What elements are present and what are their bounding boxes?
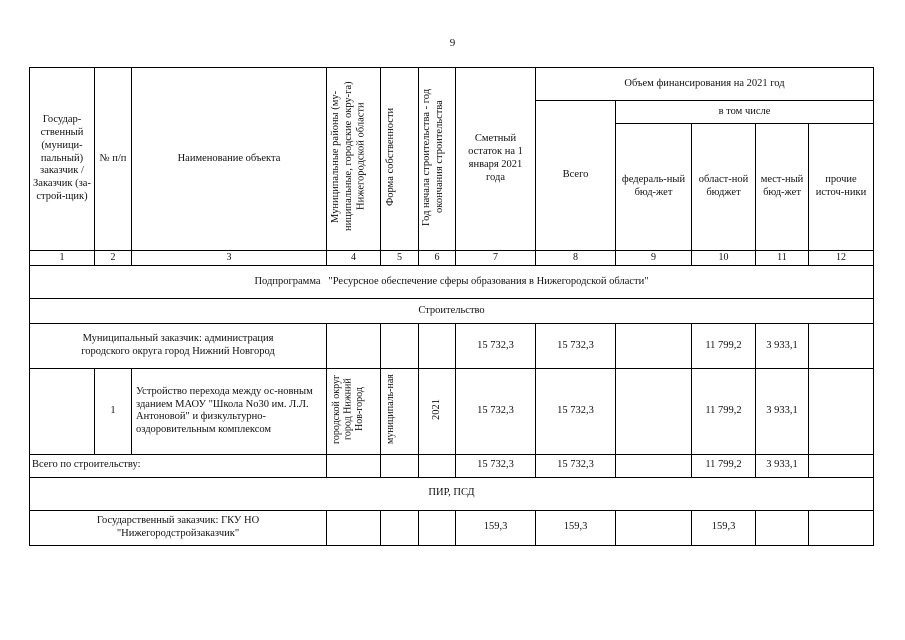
header-object-name: Наименование объекта bbox=[132, 68, 327, 251]
col-index: 5 bbox=[381, 251, 419, 266]
col-index: 10 bbox=[692, 251, 756, 266]
cell-regional: 159,3 bbox=[692, 510, 756, 545]
section-construction-row bbox=[30, 299, 874, 324]
header-row-1 bbox=[30, 68, 874, 101]
page-number: 9 bbox=[449, 37, 456, 49]
cell-empty bbox=[381, 510, 419, 545]
cell-total: 159,3 bbox=[536, 510, 616, 545]
col-index: 4 bbox=[327, 251, 381, 266]
subprogram-title: Подпрограмма "Ресурсное обеспечение сферы образования в Нижегородской области" bbox=[30, 266, 874, 299]
header-ownership bbox=[381, 68, 419, 251]
cell-empty bbox=[327, 324, 381, 369]
state-customer-row bbox=[30, 510, 874, 545]
cell-ownership bbox=[381, 369, 419, 455]
construction-total-row bbox=[30, 454, 874, 477]
cell-federal bbox=[616, 369, 692, 455]
col-index: 6 bbox=[419, 251, 456, 266]
header-estimate: Сметный остаток на 1 января 2021 года bbox=[456, 68, 536, 251]
municipal-customer-row bbox=[30, 324, 874, 369]
col-index: 9 bbox=[616, 251, 692, 266]
construction-total-label: Всего по строительству: bbox=[30, 454, 327, 477]
cell-empty bbox=[30, 369, 95, 455]
cell-num: 1 bbox=[95, 369, 132, 455]
cell-empty bbox=[419, 510, 456, 545]
subprogram-row bbox=[30, 266, 874, 299]
cell-local: 3 933,1 bbox=[756, 369, 809, 455]
cell-empty bbox=[327, 454, 381, 477]
cell-regional: 11 799,2 bbox=[692, 369, 756, 455]
cell-other bbox=[809, 369, 874, 455]
col-index: 12 bbox=[809, 251, 874, 266]
column-index-row bbox=[30, 251, 874, 266]
col-index: 11 bbox=[756, 251, 809, 266]
cell-other bbox=[809, 324, 874, 369]
cell-empty bbox=[419, 324, 456, 369]
header-customer: Государ-ственный (муници-пальный) заказчик / Заказчик (за-строй-щик) bbox=[30, 68, 95, 251]
header-years-text: Год начала строительства - год окончания строительства bbox=[421, 88, 445, 226]
header-local: мест-ный бюд-жет bbox=[756, 124, 809, 251]
cell-other bbox=[809, 454, 874, 477]
cell-estimate: 15 732,3 bbox=[456, 369, 536, 455]
header-years bbox=[419, 68, 456, 251]
object-row bbox=[30, 369, 874, 455]
cell-regional: 11 799,2 bbox=[692, 454, 756, 477]
section-construction-title: Строительство bbox=[30, 299, 874, 324]
header-districts-text: Муниципальные районы (му-ниципальные, городские окру-га) Нижегородской области bbox=[329, 81, 367, 232]
cell-object-name: Устройство перехода между ос-новным зданием МАОУ "Школа No30 им. Л.Л. Антоновой" и физкультурно-оздоровительным комплексом bbox=[132, 369, 327, 455]
cell-district bbox=[327, 369, 381, 455]
cell-district-text: городской округ город Нижний Нов-город bbox=[330, 374, 365, 444]
cell-empty bbox=[419, 454, 456, 477]
cell-total: 15 732,3 bbox=[536, 324, 616, 369]
header-federal: федераль-ный бюд-жет bbox=[616, 124, 692, 251]
header-including: в том числе bbox=[616, 101, 874, 124]
cell-federal bbox=[616, 454, 692, 477]
cell-local: 3 933,1 bbox=[756, 454, 809, 477]
cell-other bbox=[809, 510, 874, 545]
header-ownership-text: Форма собственности bbox=[384, 107, 396, 206]
cell-regional: 11 799,2 bbox=[692, 324, 756, 369]
cell-local bbox=[756, 510, 809, 545]
col-index: 8 bbox=[536, 251, 616, 266]
financing-table bbox=[29, 67, 874, 546]
municipal-customer-label: Муниципальный заказчик: администрация городского округа город Нижний Новгород bbox=[30, 324, 327, 369]
header-regional: област-ной бюджет bbox=[692, 124, 756, 251]
cell-estimate: 15 732,3 bbox=[456, 324, 536, 369]
cell-total: 15 732,3 bbox=[536, 454, 616, 477]
cell-federal bbox=[616, 510, 692, 545]
cell-total: 15 732,3 bbox=[536, 369, 616, 455]
cell-year-text: 2021 bbox=[430, 398, 442, 420]
section-pir-title: ПИР, ПСД bbox=[30, 477, 874, 510]
col-index: 7 bbox=[456, 251, 536, 266]
cell-empty bbox=[381, 454, 419, 477]
col-index: 3 bbox=[132, 251, 327, 266]
header-num: № п/п bbox=[95, 68, 132, 251]
col-index: 2 bbox=[95, 251, 132, 266]
cell-federal bbox=[616, 324, 692, 369]
header-financing: Объем финансирования на 2021 год bbox=[536, 68, 874, 101]
cell-estimate: 159,3 bbox=[456, 510, 536, 545]
cell-year bbox=[419, 369, 456, 455]
header-other: прочие источ-ники bbox=[809, 124, 874, 251]
cell-estimate: 15 732,3 bbox=[456, 454, 536, 477]
section-pir-row bbox=[30, 477, 874, 510]
cell-local: 3 933,1 bbox=[756, 324, 809, 369]
cell-empty bbox=[327, 510, 381, 545]
state-customer-label: Государственный заказчик: ГКУ НО "Нижегородстройзаказчик" bbox=[30, 510, 327, 545]
header-total: Всего bbox=[536, 101, 616, 251]
cell-ownership-text: муниципаль-ная bbox=[384, 374, 396, 444]
cell-empty bbox=[381, 324, 419, 369]
header-districts bbox=[327, 68, 381, 251]
col-index: 1 bbox=[30, 251, 95, 266]
